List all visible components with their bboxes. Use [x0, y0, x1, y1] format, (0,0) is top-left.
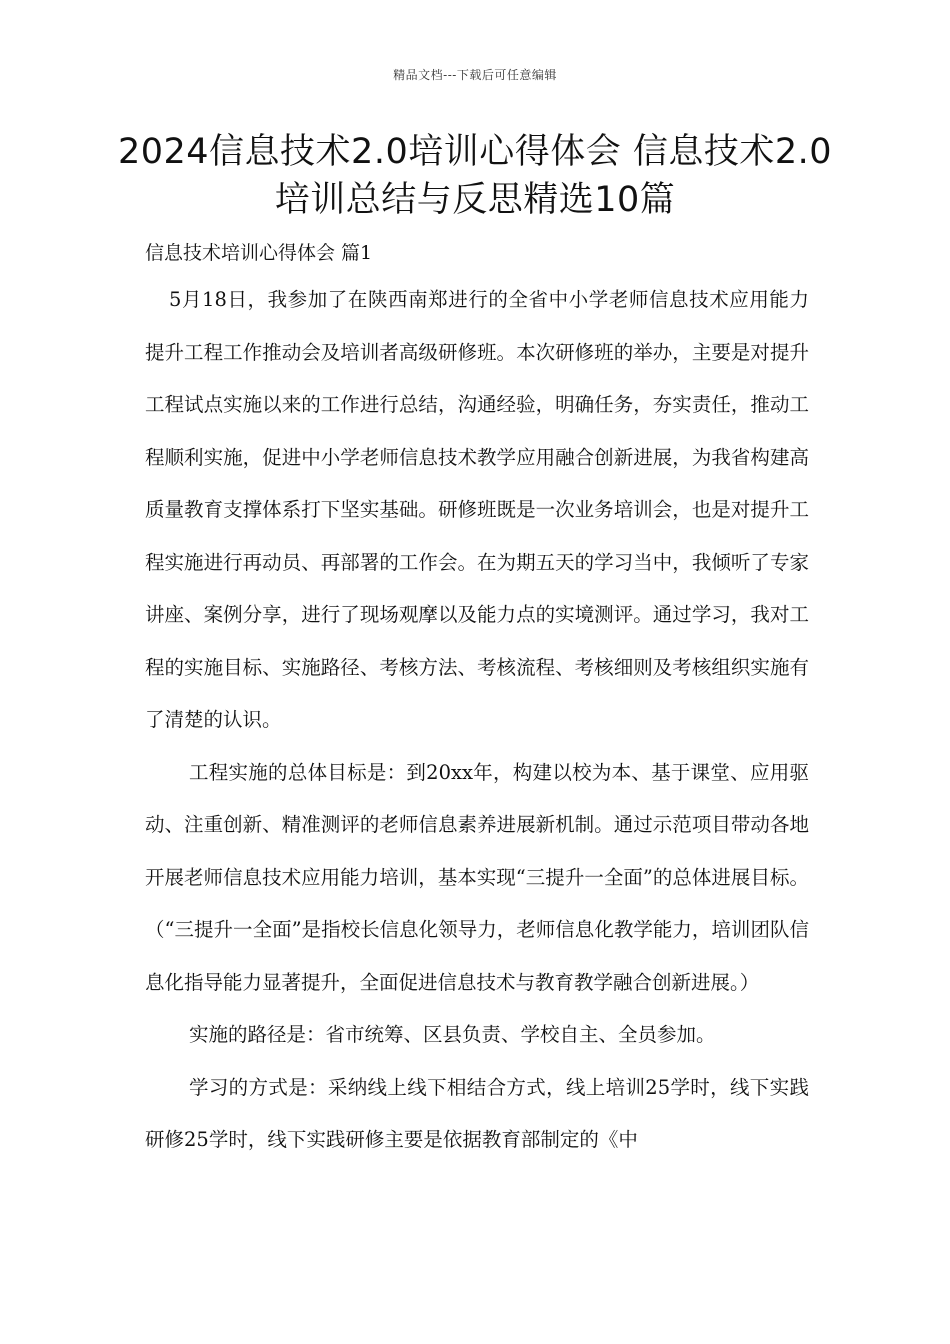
- page-header-note: 精品文档---下载后可任意编辑: [393, 68, 557, 82]
- section-heading: 信息技术培训心得体会 篇1: [145, 242, 373, 264]
- paragraph-1: 5月18日，我参加了在陕西南郑进行的全省中小学老师信息技术应用能力提升工程工作推动会及培训者高级研修班。本次研修班的举办，主要是对提升工程试点实施以来的工作进行总结，沟通经验，明确任务，夯实责任，推动工程顺利实施，促进中小学老师信息技术教学应用融合创新进展，为我省构建高质量教育支撑体系打下坚实基础。研修班既是一次业务培训会，也是对提升工程实施进行再动员、再部署的工作会。在为期五天的学习当中，我倾听了专家讲座、案例分享，进行了现场观摩以及能力点的实境测评。通过学习，我对工程的实施目标、实施路径、考核方法、考核流程、考核细则及考核组织实施有了清楚的认识。: [145, 288, 809, 731]
- paragraph-2: 工程实施的总体目标是：到20xx年，构建以校为本、基于课堂、应用驱动、注重创新、精准测评的老师信息素养进展新机制。通过示范项目带动各地开展老师信息技术应用能力培训，基本实现“三提升一全面”的总体进展目标。（“三提升一全面”是指校长信息化领导力，老师信息化教学能力，培训团队信息化指导能力显著提升，全面促进信息技术与教育教学融合创新进展。）: [145, 760, 809, 994]
- paragraph-3: 实施的路径是：省市统筹、区县负责、学校自主、全员参加。: [189, 1023, 716, 1046]
- document-title: 2024信息技术2.0培训心得体会 信息技术2.0培训总结与反思精选10篇: [117, 132, 833, 220]
- paragraph-4: 学习的方式是：采纳线上线下相结合方式，线上培训25学时，线下实践研修25学时，线下实践研修主要是依据教育部制定的《中: [145, 1075, 809, 1151]
- document-body: [145, 274, 809, 1167]
